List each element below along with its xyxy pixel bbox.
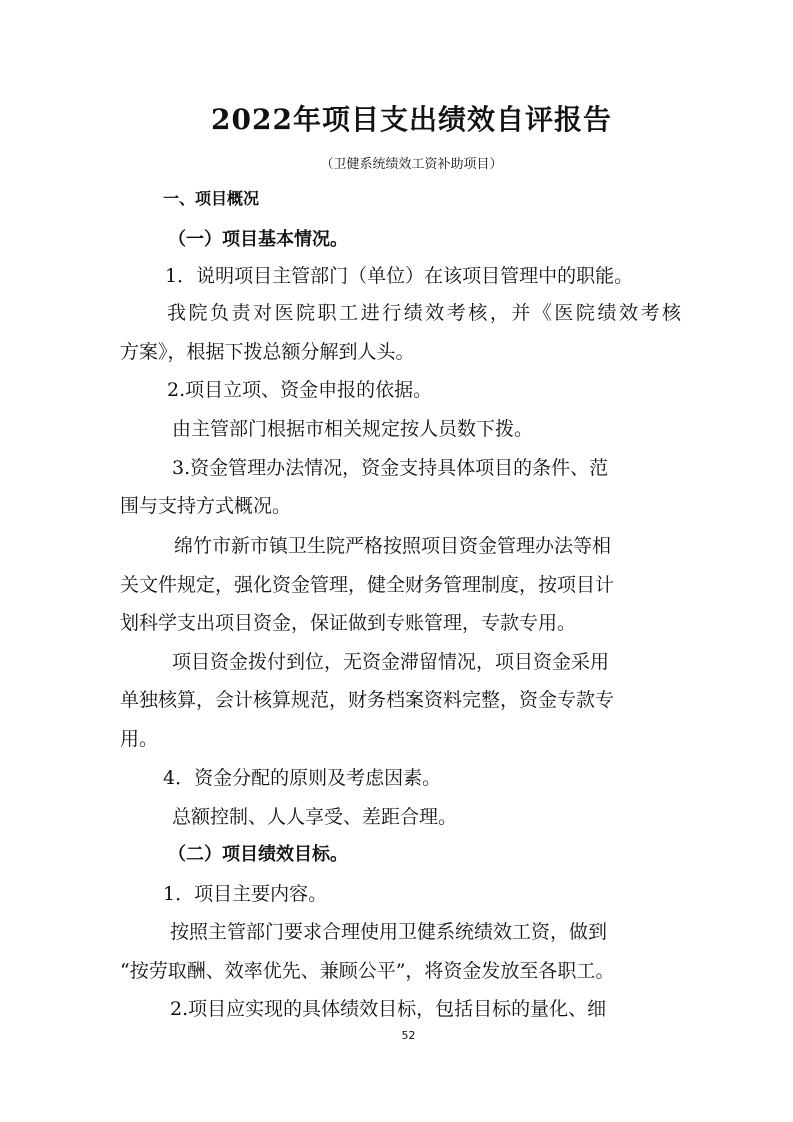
item-3-title-line1: 3.资金管理办法情况，资金支持具体项目的条件、范	[172, 457, 609, 479]
item-3-body1-line1: 绵竹市新市镇卫生院严格按照项目资金管理办法等相	[174, 535, 612, 557]
goal-1-body-line2: “按劳取酬、效率优先、兼顾公平”，将资金发放至各职工。	[120, 960, 615, 982]
item-1-body-line2: 方案》，根据下拨总额分解到人头。	[120, 341, 415, 363]
item-4-body: 总额控制、人人享受、差距合理。	[172, 806, 458, 828]
item-3-body1-line2: 关文件规定，强化资金管理，健全财务管理制度，按项目计	[120, 574, 615, 596]
item-3-body2-line3: 用。	[120, 728, 159, 750]
item-3-title-line2: 围与支持方式概况。	[120, 495, 292, 517]
goal-1-title: 1．项目主要内容。	[163, 883, 328, 905]
item-3-body2-line2: 单独核算，会计核算规范，财务档案资料完整，资金专款专	[120, 689, 615, 711]
subsection-heading-goals: （二）项目绩效目标。	[168, 844, 348, 865]
item-3-body1-line3: 划科学支出项目资金，保证做到专账管理，专款专用。	[120, 612, 577, 634]
item-1-title: 1．说明项目主管部门（单位）在该项目管理中的职能。	[165, 265, 634, 287]
item-3-body2-line1: 项目资金拨付到位，无资金滞留情况，项目资金采用	[172, 651, 610, 673]
report-title: 2022年项目支出绩效自评报告	[211, 103, 612, 136]
subsection-heading-basic-info: （一）项目基本情况。	[168, 229, 348, 250]
item-2-title: 2.项目立项、资金申报的依据。	[167, 379, 433, 401]
item-2-body: 由主管部门根据市相关规定按人员数下拨。	[172, 418, 534, 440]
goal-2-title-line1: 2.项目应实现的具体绩效目标，包括目标的量化、细	[170, 998, 607, 1020]
item-4-title: 4．资金分配的原则及考虑因素。	[163, 767, 442, 789]
report-subtitle: （卫健系统绩效工资补助项目）	[320, 157, 503, 172]
page-number: 52	[401, 1029, 416, 1042]
goal-1-body-line1: 按照主管部门要求合理使用卫健系统绩效工资，做到	[170, 921, 608, 943]
section-heading-overview: 一、项目概况	[163, 189, 260, 208]
item-1-body-line1: 我院负责对医院职工进行绩效考核，并《医院绩效考核	[167, 302, 681, 324]
